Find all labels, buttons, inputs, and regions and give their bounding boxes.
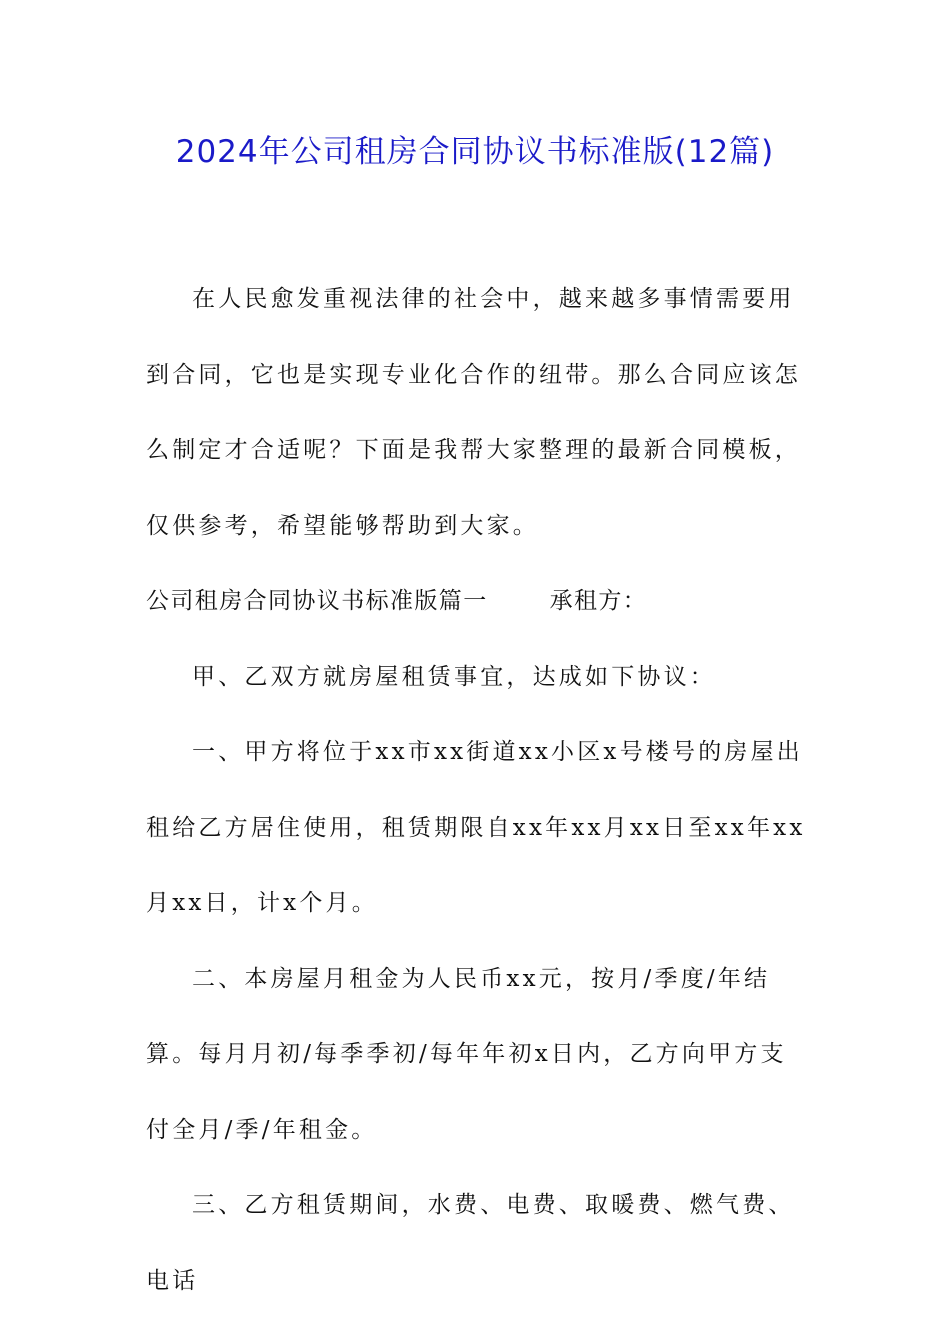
agreement-paragraph: 甲、乙双方就房屋租赁事宜，达成如下协议：: [192, 663, 716, 690]
section-heading: [146, 564, 808, 640]
document-body: [146, 262, 808, 1319]
clause-1-paragraph: 一、甲方将位于xx市xx街道xx小区x号楼号的房屋出租给乙方居住使用，租赁期限自xx年xx月xx日至xx年xx月xx日，计x个月。: [146, 739, 806, 916]
document-title: 2024年公司租房合同协议书标准版(12篇): [175, 134, 775, 170]
clause-3-paragraph: 三、乙方租赁期间，水费、电费、取暖费、燃气费、电话: [146, 1192, 795, 1294]
clause-2-paragraph: 二、本房屋月租金为人民币xx元，按月/季度/年结算。每月月初/每季季初/每年年初x日内，乙方向甲方支付全月/季/年租金。: [146, 965, 787, 1143]
intro-paragraph: 在人民愈发重视法律的社会中，越来越多事情需要用到合同，它也是实现专业化合作的纽带。那么合同应该怎么制定才合适呢？下面是我帮大家整理的最新合同模板，仅供参考，希望能够帮助到大家。: [146, 286, 801, 539]
lessee-label: 承租方：: [549, 588, 648, 614]
section-heading-title: 公司租房合同协议书标准版篇一: [146, 588, 488, 614]
